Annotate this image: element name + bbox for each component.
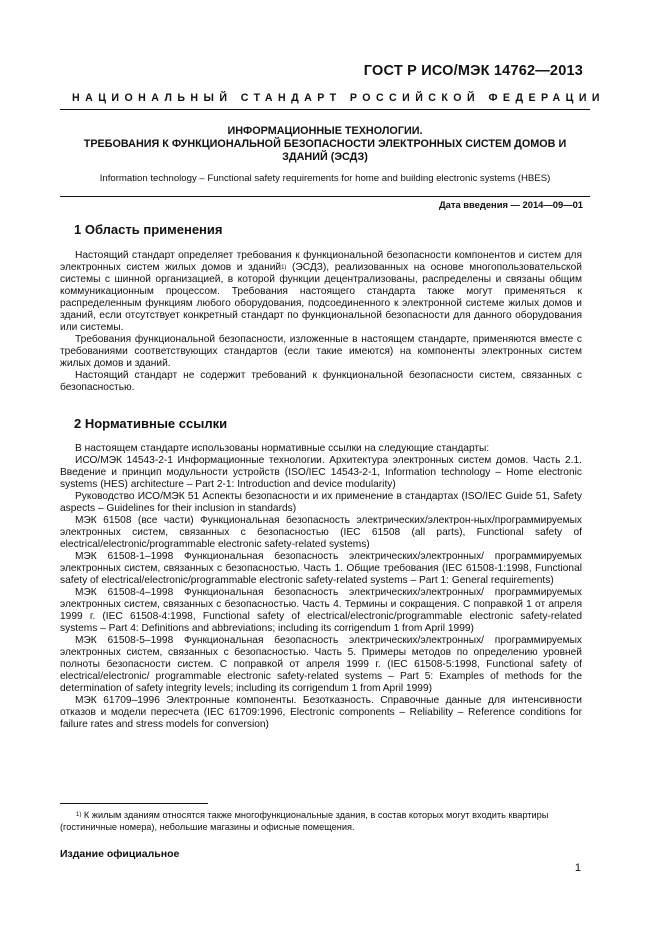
english-title: Information technology – Functional safety requirements for home and building electronic systems (HBES)	[99, 173, 551, 184]
edition-label: Издание официальное	[60, 848, 180, 860]
section-1-body	[60, 250, 582, 394]
footnote-ref: 1)	[281, 265, 287, 271]
document-title	[60, 125, 590, 164]
reference-item: МЭК 61508-5–1998 Функциональная безопасность электрических/электронных/ программируемых электронных систем, связанных с безопасностью. Часть 5. Примеры методов по определению уровней полноты безопасности систем. С поправкой от апреля 1999 г. (IEC 61508-5:1998, Functional safety of electrical/electronic/ programmable electronic safety-related systems – Part 5: Examples of methods for the determination of safety integrity levels; including its corrigendum 1 from April 1999)	[60, 635, 582, 694]
section-1-paragraph-3: Настоящий стандарт не содержит требований к функциональной безопасности систем, связанных с безопасностью.	[60, 370, 582, 393]
footnote-rule	[60, 803, 208, 804]
title-rule	[60, 196, 590, 197]
effective-date: Дата введения — 2014—09—01	[438, 199, 583, 210]
section-2-body	[60, 443, 582, 731]
reference-item: МЭК 61508-4–1998 Функциональная безопасность электрических/электронных/ программируемых электронных систем, связанных с безопасностью. Часть 4. Термины и сокращения. С поправкой 1 от апреля 1999 г. (IEC 61508-4:1998, Functional safety of electrical/electronic/programmable electronic safety-related systems – Part 4: Definitions and abbreviations; including its corrigendum 1 from April 1999)	[60, 587, 582, 634]
reference-item: МЭК 61709–1996 Электронные компоненты. Безотказность. Справочные данные для интенсивности отказов и модели пересчета (IEC 61709:1996, Electronic components – Reliability – Reference conditions for failure rates and stress models for conversion)	[60, 695, 582, 730]
section-2-intro: В настоящем стандарте использованы нормативные ссылки на следующие стандарты:	[75, 443, 490, 454]
title-line-1: ИНФОРМАЦИОННЫЕ ТЕХНОЛОГИИ.	[227, 125, 423, 137]
section-1-paragraph-2: Требования функциональной безопасности, изложенные в настоящем стандарте, применяются вместе с требованиями соответствующих стандартов (если такие имеются) на компоненты электронных систем жилых домов и зданий.	[60, 334, 582, 369]
header-rule	[60, 109, 590, 110]
footnote-text: К жилым зданиям относятся также многофункциональные здания, в состав которых могут входить квартиры (гостиничные номера), небольшие магазины и офисные помещения.	[60, 810, 549, 832]
title-line-3: ЗДАНИЙ (ЭСДЗ)	[282, 151, 368, 163]
footnote-mark: 1)	[76, 812, 82, 818]
section-1-paragraph-1: Настоящий стандарт определяет требования к функциональной безопасности компонентов и систем для электронных систем жилых домов и зданий$^{1)}$ (ЭСДЗ), реализованных на основе многопользовательской системы с шинной организацией, в которой функции децентрализованы, распределены и связаны общим коммуникационным процессом. Требования настоящего стандарта также могут применяться к распределенным функциям любого оборудования, подсоединенного к электронной системе жилых домов и зданий, если отсутствует конкретный стандарт по функциональной безопасности для данного оборудования или системы.	[60, 250, 582, 333]
national-standard-banner: НАЦИОНАЛЬНЫЙ СТАНДАРТ РОССИЙСКОЙ ФЕДЕРАЦИИ	[72, 92, 605, 104]
section-1-heading: 1 Область применения	[74, 222, 223, 237]
standard-id: ГОСТ Р ИСО/МЭК 14762—2013	[363, 63, 583, 79]
reference-item: МЭК 61508-1–1998 Функциональная безопасность электрических/электронных/ программируемых электронных систем, связанных с безопасностью. Часть 1. Общие требования (IEC 61508-1:1998, Functional safety of electrical/electronic/programmable electronic safety-related systems – Part 1: General requirements)	[60, 551, 582, 586]
page-number: 1	[574, 862, 581, 874]
reference-item: ИСО/МЭК 14543-2-1 Информационные технологии. Архитектура электронных систем домов. Часть 2.1. Введение и принцип модульности устройств (ISO/IEC 14543-2-1, Information technology – Home electronic systems (HES) architecture – Part 2-1: Introduction and device modularity)	[60, 455, 582, 490]
reference-item: Руководство ИСО/МЭК 51 Аспекты безопасности и их применение в стандартах (ISO/IEC Guide 51, Safety aspects – Guidelines for their inclusion in standards)	[60, 491, 582, 514]
section-2-heading: 2 Нормативные ссылки	[74, 416, 228, 431]
reference-item: МЭК 61508 (все части) Функциональная безопасность электрических/электрон-ных/программируемых электронных систем, связанных с безопасностью (IEC 61508 (all parts), Functional safety of electrical/electronic/programmable electronic safety-related systems)	[60, 515, 582, 550]
footnote	[60, 809, 582, 833]
title-line-2: ТРЕБОВАНИЯ К ФУНКЦИОНАЛЬНОЙ БЕЗОПАСНОСТИ ЭЛЕКТРОННЫХ СИСТЕМ ДОМОВ И	[83, 138, 567, 150]
